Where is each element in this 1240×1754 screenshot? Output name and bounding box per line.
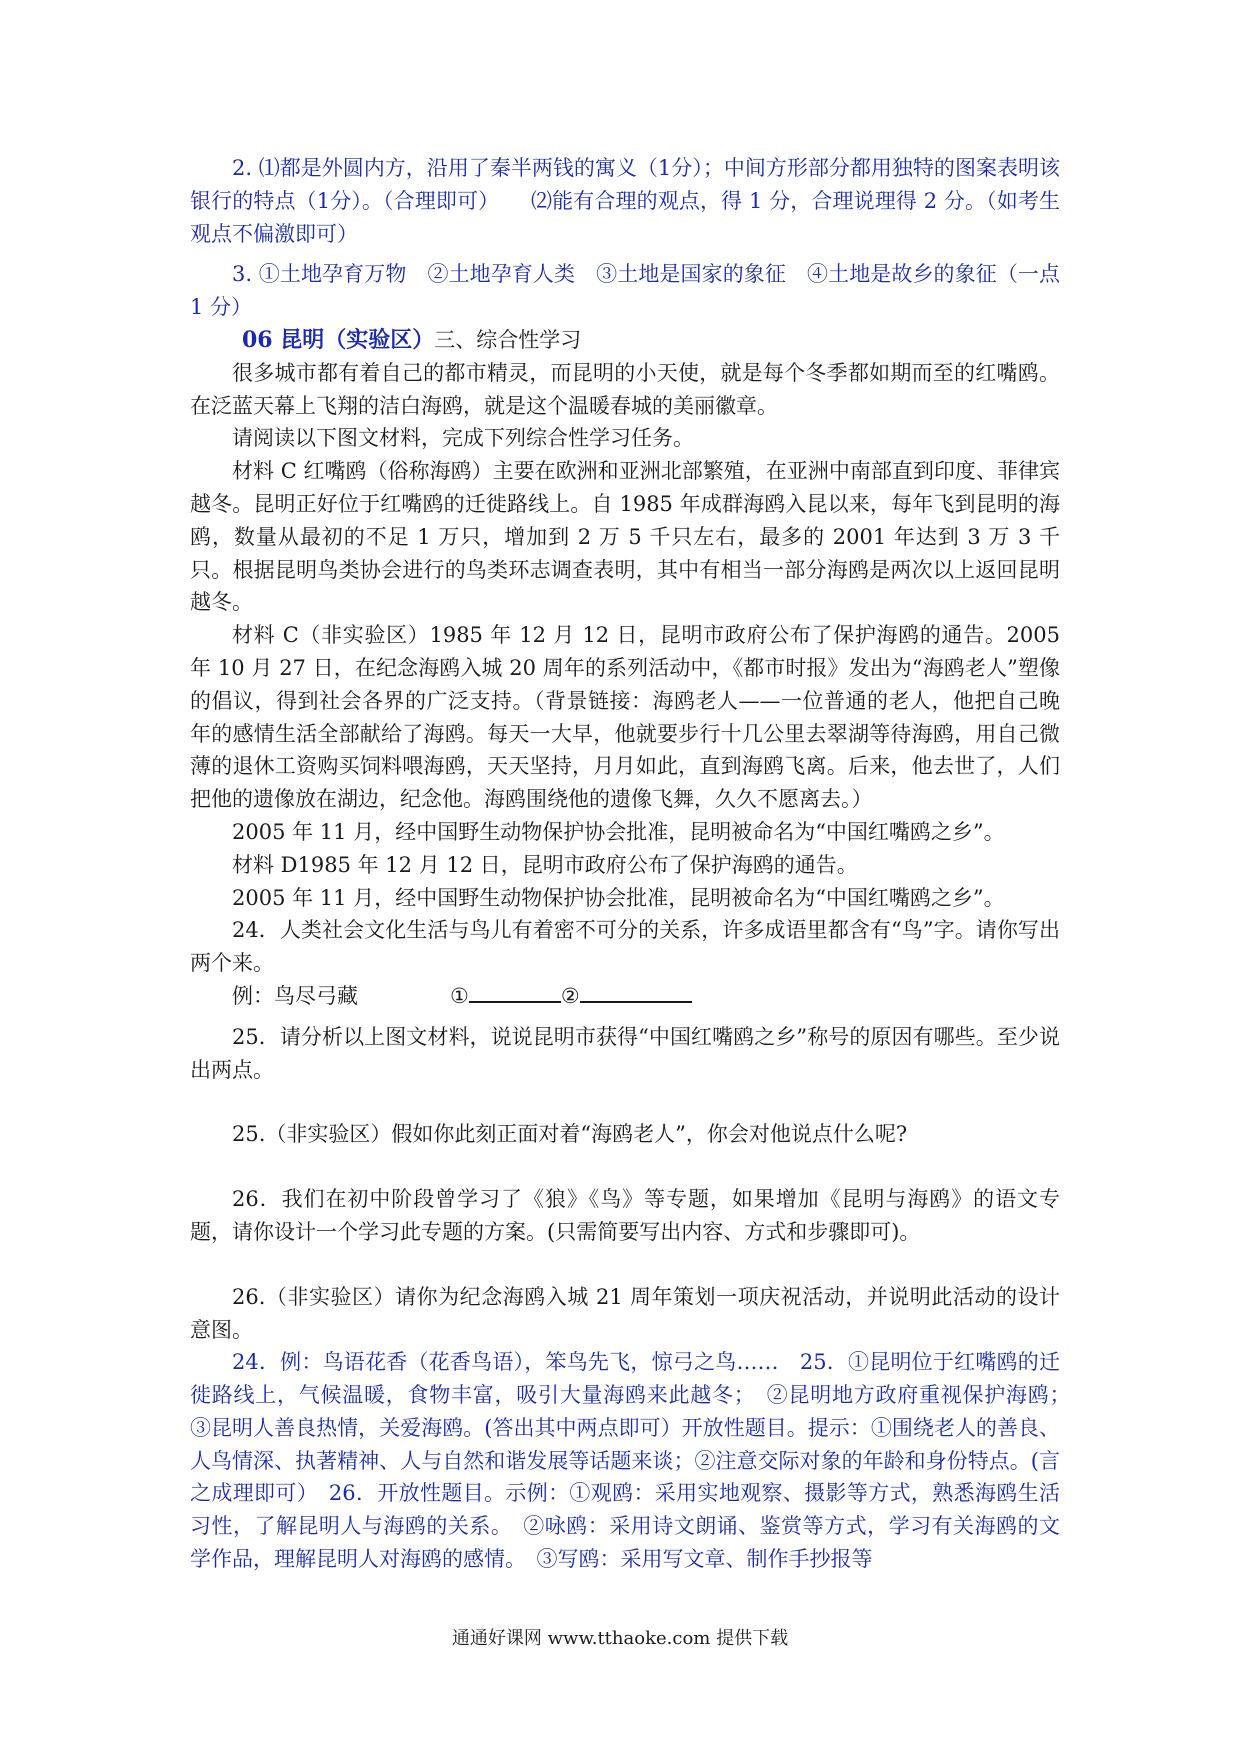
question-25: 25．请分析以上图文材料，说说昆明市获得“中国红嘴鸥之乡”称号的原因有哪些。至少说出两点。 bbox=[190, 1024, 1060, 1082]
document-content bbox=[190, 152, 1081, 1576]
question-24: 24．人类社会文化生活与鸟儿有着密不可分的关系，许多成语里都含有“鸟”字。请你写出两个来。 bbox=[190, 918, 1060, 976]
intro-paragraph-1: 很多城市都有着自己的都市精灵，而昆明的小天使，就是每个冬季都如期而至的红嘴鸥。在泛蓝天幕上飞翔的洁白海鸥，就是这个温暖春城的美丽徽章。 bbox=[190, 360, 1060, 418]
answer-blank-1[interactable] bbox=[469, 981, 561, 1003]
section-heading bbox=[190, 324, 1060, 357]
page-footer: 通通好课网 www.tthaoke.com 提供下载 bbox=[451, 1628, 789, 1649]
answer-q2: 2. ⑴都是外圆内方，沿用了秦半两钱的寓义（1分）；中间方形部分都用独特的图案表明该银行的特点（1分）。（合理即可） ⑵能有合理的观点，得 1 分，合理说理得 2 分。（如考生观点不偏激即可） bbox=[190, 156, 1060, 246]
section-subtitle: 三、综合性学习 bbox=[434, 327, 582, 352]
question-26-non-experimental: 26.（非实验区）请你为纪念海鸥入城 21 周年策划一项庆祝活动，并说明此活动的设计意图。 bbox=[190, 1284, 1060, 1342]
question-24-example bbox=[190, 980, 1060, 1013]
question-26: 26．我们在初中阶段曾学习了《狼》《鸟》等专题，如果增加《昆明与海鸥》的语文专题，请你设计一个学习此专题的方案。(只需简要写出内容、方式和步骤即可)。 bbox=[190, 1187, 1060, 1244]
example-label: 例：鸟尽弓藏 bbox=[232, 983, 358, 1008]
section-title: 06 昆明（实验区） bbox=[242, 326, 435, 353]
answer-blank-2[interactable] bbox=[580, 981, 692, 1003]
question-25-non-experimental: 25.（非实验区）假如你此刻正面对着“海鸥老人”，你会对他说点什么呢? bbox=[232, 1122, 908, 1147]
blank-2-marker: ② bbox=[560, 983, 580, 1008]
blank-1-marker: ① bbox=[450, 983, 469, 1008]
answer-q3: 3. ①土地孕育万物 ②土地孕育人类 ③土地是国家的象征 ④土地是故乡的象征（一点 1 分） bbox=[190, 262, 1060, 320]
intro-paragraph-2: 请阅读以下图文材料，完成下列综合性学习任务。 bbox=[232, 426, 694, 451]
material-d: 材料 D1985 年 12 月 12 日，昆明市政府公布了保护海鸥的通告。 bbox=[232, 852, 858, 877]
answer-block: 24．例：鸟语花香（花香鸟语），笨鸟先飞，惊弓之鸟…… 25．①昆明位于红嘴鸥的迁徙路线上，气候温暖，食物丰富，吸引大量海鸥来此越冬； ②昆明地方政府重视保护海鸥； ③昆明人善良热情，关爱海鸥。(答出其中两点即可）开放性题目。提示：①围绕老人的善良、人鸟情深、执著精神、人与自然和谐发展等话题来谈；②注意交际对象的年龄和身份特点。(言之成理即可） 26．开放性题目。示例：①观鸥：采用实地观察、摄影等方式，熟悉海鸥生活习性，了解昆明人与海鸥的关系。 ②咏鸥：采用诗文朗诵、鉴赏等方式，学习有关海鸥的文学作品，理解昆明人对海鸥的感情。 ③写鸥：采用写文章、制作手抄报等 bbox=[190, 1350, 1081, 1572]
naming-paragraph-2: 2005 年 11 月，经中国野生动物保护协会批准，昆明被命名为“中国红嘴鸥之乡”。 bbox=[232, 885, 1005, 910]
material-c-non-experimental: 材料 C（非实验区）1985 年 12 月 12 日，昆明市政府公布了保护海鸥的通告。2005 年 10 月 27 日，在纪念海鸥入城 20 周年的系列活动中，《都市时报》发出为“海鸥老人”塑像的倡议，得到社会各界的广泛支持。（背景链接：海鸥老人——一位普通的老人，他把自己晚年的感情生活全部献给了海鸥。每天一大早，他就要步行十几公里去翠湖等待海鸥，用自己微薄的退休工资购买饲料喂海鸥，天天坚持，月月如此，直到海鸥飞离。后来，他去世了，人们把他的遗像放在湖边，纪念他。海鸥围绕他的遗像飞舞，久久不愿离去。） bbox=[190, 623, 1060, 812]
material-c: 材料 C 红嘴鸥（俗称海鸥）主要在欧洲和亚洲北部繁殖，在亚洲中南部直到印度、菲律宾越冬。昆明正好位于红嘴鸥的迁徙路线上。自 1985 年成群海鸥入昆以来，每年飞到昆明的海鸥，数量从最初的不足 1 万只，增加到 2 万 5 千只左右，最多的 2001 年达到 3 万 3 千只。根据昆明鸟类协会进行的鸟类环志调查表明，其中有相当一部分海鸥是两次以上返回昆明越冬。 bbox=[190, 459, 1060, 615]
naming-paragraph-1: 2005 年 11 月，经中国野生动物保护协会批准，昆明被命名为“中国红嘴鸥之乡”。 bbox=[232, 819, 1005, 844]
